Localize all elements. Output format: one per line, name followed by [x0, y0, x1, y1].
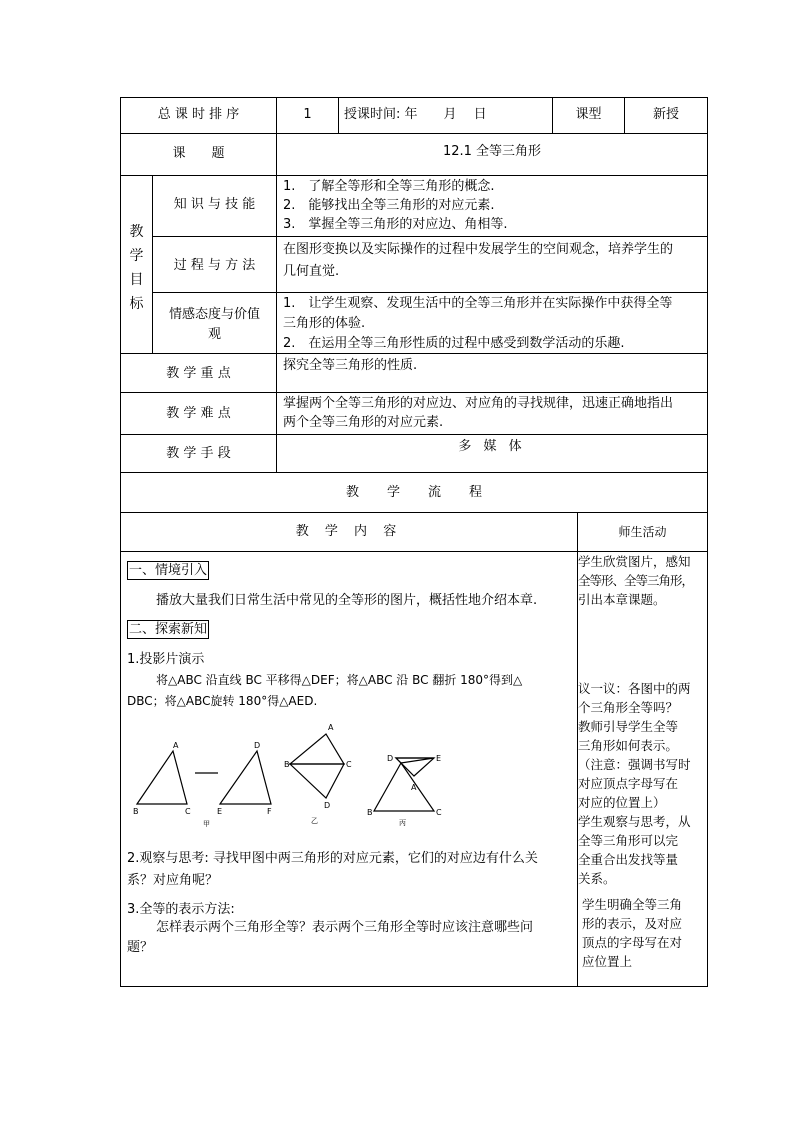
label-c-jia: C	[185, 807, 191, 816]
label-b-yi: B	[284, 760, 290, 769]
label-a-bing: A	[411, 783, 417, 792]
text-line: 题？	[127, 940, 154, 955]
text-line: 情感态度与价值	[168, 307, 260, 322]
difficulty-label: 教 学 难 点	[166, 406, 231, 421]
item3-text	[127, 918, 533, 958]
label-e-jia: E	[217, 807, 223, 816]
process-method-text	[283, 239, 673, 283]
objectives-label	[121, 220, 152, 316]
label-f-jia: F	[267, 807, 272, 816]
text-line: 掌握两个全等三角形的对应边、对应角的寻找规律，迅速正确地指出	[283, 396, 674, 411]
objectives-label-char: 目	[129, 272, 144, 288]
triangle-abc	[137, 751, 187, 804]
topic-label: 课 题	[172, 146, 225, 161]
objectives-label-char: 教	[129, 224, 144, 240]
process-method-label: 过 程 与 方 法	[173, 258, 256, 273]
text-line: 三 角 形 如 何 表 示 。	[578, 738, 676, 753]
label-e-bing: E	[436, 754, 442, 763]
text-line: 应位置上	[582, 954, 633, 969]
text-line: 个三角形全等吗？	[578, 700, 679, 715]
label-a-yi: A	[328, 723, 334, 732]
text-line: 观	[207, 327, 221, 342]
text-line: 在图形变换以及实际操作的过程中发展学生的空间观念，培养学生的	[283, 242, 674, 257]
lesson-type-value: 新授	[652, 107, 679, 122]
difficulty-text	[283, 394, 673, 432]
label-c-yi: C	[346, 760, 352, 769]
item3-title: 3.全等的表示方法:	[127, 902, 235, 917]
emotion-values-label	[153, 305, 276, 345]
text-line: 议一议：各图中的两	[578, 681, 691, 696]
key-point-label: 教 学 重 点	[166, 366, 231, 381]
text-line: 关系。	[578, 871, 616, 886]
text-line: 对应顶点字母写在	[578, 776, 679, 791]
section-explore-box: 二、探索新知	[129, 622, 208, 637]
text-line: 两个全等三角形的对应元素.	[283, 415, 444, 430]
section-intro-box: 一、情境引入	[129, 563, 208, 578]
text-line: 教师引导学生全等	[578, 719, 679, 734]
objectives-label-char: 学	[129, 248, 144, 264]
text-line: DBC；将△ABC旋转 180°得△AED.	[127, 694, 318, 708]
item2-text	[127, 848, 538, 892]
activity-block-2	[578, 679, 707, 888]
item1-title: 1.投影片演示	[127, 652, 205, 667]
triangle-aed-bing	[396, 758, 434, 763]
text-line: 几何直觉.	[283, 264, 340, 279]
lesson-type-label: 课型	[575, 107, 602, 122]
emotion-values-text	[283, 294, 672, 354]
triangle-abc-bing	[374, 763, 434, 811]
activity-header: 师生活动	[618, 525, 667, 539]
text-line: 将△ABC 沿直线 BC 平移得△DEF；将△ABC 沿 BC 翻折 180°得到△	[156, 673, 523, 687]
item1-text	[127, 670, 522, 712]
activity-block-3	[582, 895, 707, 971]
list-item: 1. 了解全等形和全等三角形的概念.	[283, 179, 495, 194]
label-b-bing: B	[367, 808, 373, 817]
text-line: 2.观察与思考: 寻找甲图中两三角形的对应元素，它们的对应边有什么关	[127, 851, 538, 866]
caption-jia: 甲	[203, 820, 210, 828]
total-periods-value: 1	[303, 107, 312, 122]
intro-paragraph: 播放大量我们日常生活中常见的全等形的图片，概括性地介绍本章.	[156, 593, 538, 608]
label-d-bing: D	[387, 754, 394, 763]
section-intro-heading	[127, 561, 209, 581]
text-line: 系？对应角呢？	[127, 873, 219, 888]
text-line: 学生欣赏图片，感知	[578, 554, 691, 569]
section-explore-heading	[127, 620, 209, 640]
triangle-def	[220, 751, 271, 804]
text-line: 全重合出发找等量	[578, 852, 679, 867]
label-d-jia: D	[254, 741, 261, 750]
list-item: 3. 掌握全等三角形的对应边、角相等.	[283, 217, 508, 232]
knowledge-skills-label: 知 识 与 技 能	[173, 197, 256, 212]
objectives-label-char: 标	[129, 296, 144, 312]
text-line: （注意：强调书写时	[578, 757, 691, 772]
caption-bing: 丙	[399, 819, 406, 827]
knowledge-skills-list	[283, 177, 508, 234]
means-value: 多 媒 体	[458, 439, 526, 454]
list-item: 2. 能够找出全等三角形的对应元素.	[283, 198, 495, 213]
text-line: 学生观察与思考，从	[578, 814, 691, 829]
text-line: 2. 在运用全等三角形性质的过程中感受到数学活动的乐趣.	[283, 336, 625, 351]
text-line: 全等形、全等三角形，	[578, 573, 694, 588]
text-line: 顶点的字母写在对	[582, 935, 683, 950]
label-a-jia: A	[173, 741, 179, 750]
text-line: 引出本章课题。	[578, 592, 666, 607]
label-c-bing: C	[436, 808, 442, 817]
triangle-figures	[121, 718, 451, 830]
means-label: 教 学 手 段	[166, 446, 231, 461]
label-b-jia: B	[133, 807, 139, 816]
text-line: 怎样表示两个三角形全等？表示两个三角形全等时应该注意哪些问	[156, 920, 534, 935]
text-line: 对应的位置上）	[578, 795, 666, 810]
caption-yi: 乙	[311, 817, 318, 825]
triangle-dbc-yi	[290, 764, 344, 798]
total-periods-label: 总 课 时 排 序	[157, 107, 240, 122]
text-line: 学生明确全等三角	[582, 897, 683, 912]
label-d-yi: D	[324, 801, 331, 810]
text-line: 1. 让学生观察、发现生活中的全等三角形并在实际操作中获得全等	[283, 296, 673, 311]
content-header: 教 学 内 容	[295, 524, 403, 539]
text-line: 全等三角形可以完	[578, 833, 679, 848]
triangle-abc-yi	[290, 734, 344, 764]
key-point-value: 探究全等三角形的性质.	[283, 358, 418, 373]
teaching-flow-title: 教学流程	[345, 485, 510, 500]
activity-block-1	[578, 552, 707, 609]
text-line: 三角形的体验.	[283, 316, 366, 331]
lesson-time-label: 授课时间: 年 月 日	[344, 107, 487, 122]
topic-value: 12.1 全等三角形	[442, 144, 542, 159]
text-line: 形的表示，及对应	[582, 916, 683, 931]
